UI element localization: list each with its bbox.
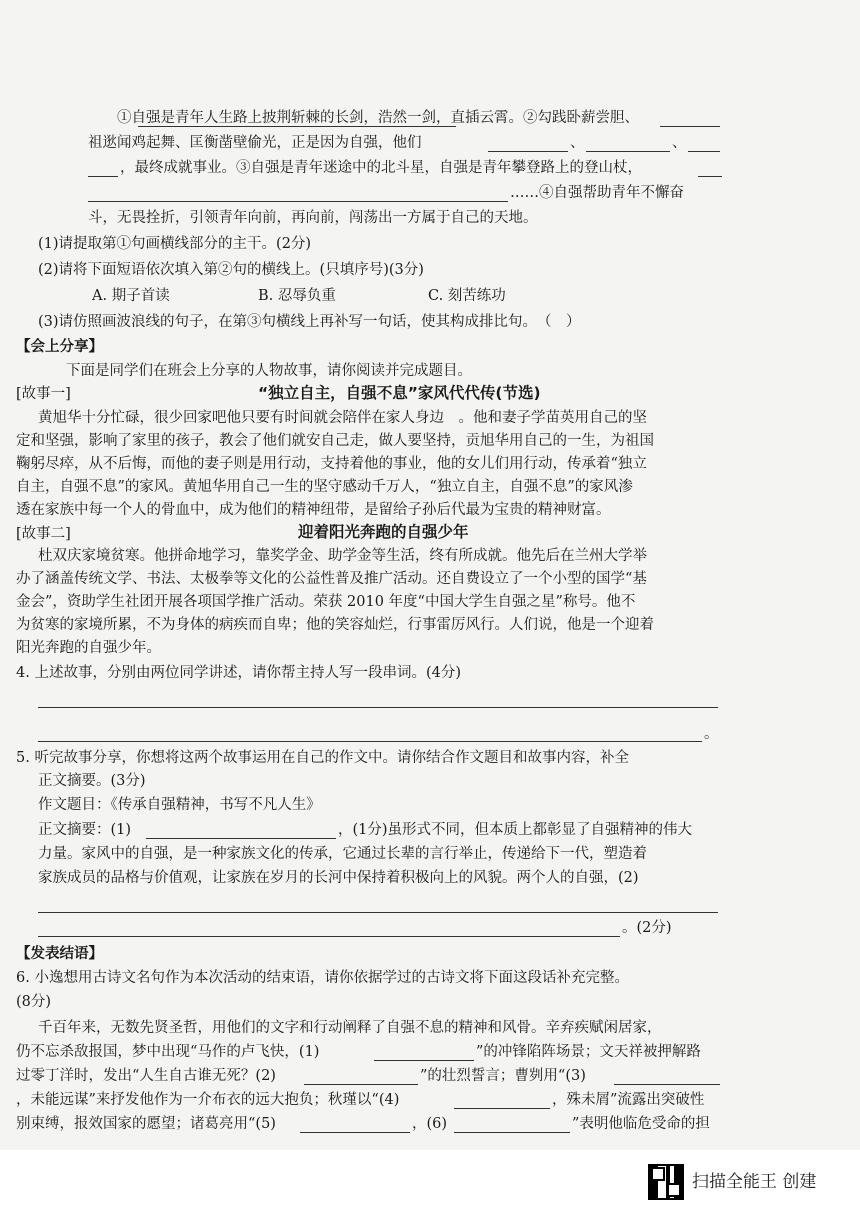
passage6-line-5: 别束缚，报效国家的愿望；诸葛亮用“(5) [16,1116,276,1132]
passage-line-1: ①自强是青年人生路上披荆斩棘的长剑，浩然一剑，直插云霄。②勾践卧薪尝胆、 [117,110,639,126]
story-1-line-3: 鞠躬尽瘁，从不后悔，而他的妻子则是用行动，支持着他的事业，他的女儿们用行动，传承着“独立 [16,456,647,472]
question-5-2: 正文摘要。(3分) [38,773,146,789]
story-1-line-5: 透在家族中每一个人的骨血中，成为他们的精神纽带，是留给子孙后代最为宝贵的精神财富。 [16,502,611,518]
passage-line-2: 祖逖闻鸡起舞、匡衡凿壁偷光，正是因为自强，他们 [88,135,422,151]
blank-line[interactable] [698,176,722,177]
passage-line-4: ……④自强帮助青年不懈奋 [510,185,684,201]
passage6-line-4b: ，殊未屑”流露出突破性 [552,1092,705,1108]
section-closing-heading: 【发表结语】 [16,946,103,962]
passage6-line-3b: ”的壮烈誓言；曹刿用“(3) [420,1068,586,1084]
question-4: 4. 上述故事，分别由两位同学讲述，请你帮主持人写一段串词。(4分) [16,665,461,681]
passage-line-2-sep: 、 [570,135,585,151]
blank-line[interactable] [488,151,568,152]
blank-line[interactable] [300,1132,410,1133]
q4-end-mark: 。 [704,726,719,742]
passage-line-2-sep: 、 [672,135,687,151]
essay-summary-1b: ，(1分)虽形式不同，但本质上都彰显了自强精神的伟大 [338,822,693,838]
passage6-line-2b: ”的冲锋陷阵场景；文天祥被押解路 [476,1044,701,1060]
story-1-line-2: 定和坚强，影响了家里的孩子，教会了他们就安自己走，做人要坚持，贡旭华用自己的一生，为祖国 [16,433,654,449]
passage6-line-1: 千百年来，无数先贤圣哲，用他们的文字和行动阐释了自强不息的精神和风骨。辛弃疾赋闲居家， [38,1020,662,1036]
passage6-line-5b: ，(6) [412,1116,448,1132]
story-1-label: [故事一] [16,386,71,402]
answer-line-q4-2[interactable] [38,741,702,742]
story-2-label: [故事二] [16,526,71,542]
passage6-line-3: 过零丁洋时，发出“人生自古谁无死？(2) [16,1068,276,1084]
story-2-line-1: 杜双庆家境贫寒。他拼命地学习，靠奖学金、助学金等生活，终有所成就。他先后在兰州大学举 [38,548,647,564]
option-c: C. 刻苦练功 [428,288,506,304]
question-6-1: 6. 小逸想用古诗文名句作为本次活动的结束语，请你依据学过的古诗文将下面这段话补充完整。 [16,970,629,986]
blank-line[interactable] [146,838,336,839]
blank-line[interactable] [586,151,670,152]
option-a: A. 期子首读 [92,288,170,304]
blank-line[interactable] [614,1084,720,1085]
passage-line-3: ，最终成就事业。③自强是青年迷途中的北斗星，自强是青年攀登路上的登山杖， [120,160,642,176]
question-6-2: (8分) [16,994,52,1010]
qr-code-icon [648,1164,684,1200]
blank-line [660,126,720,127]
story-1-title: “独立自主，自强不息”家风代代传(节选) [258,384,541,402]
blank-line[interactable] [374,1060,474,1061]
passage6-line-5c: ”表明他临危受命的担 [572,1116,710,1132]
answer-line-q5-1[interactable] [38,912,718,913]
essay-summary-2: 力量。家风中的自强，是一种家族文化的传承，它通过长辈的言行举止，传递给下一代，塑造着 [38,846,647,862]
answer-line-q5-2[interactable] [38,936,620,937]
question-1-3: (3)请仿照画波浪线的句子，在第③句横线上再补写一句话，使其构成排比句。 （ ） [38,314,581,330]
share-intro: 下面是同学们在班会上分享的人物故事，请你阅读并完成题目。 [66,363,472,379]
story-2-line-4: 为贫寒的家境所累，不为身体的病疾而自卑；他的笑容灿烂，行事雷厉风行。人们说，他是一个迎着 [16,617,654,633]
passage6-line-4: ，未能远谋”来抒发他作为一介布衣的远大抱负；秋瑾以“(4) [16,1092,400,1108]
story-2-title: 迎着阳光奔跑的自强少年 [298,523,469,541]
section-share-heading: 【会上分享】 [16,339,103,355]
passage-line-5: 斗，无畏拴折，引领青年向前，再向前，闯荡出一方属于自己的天地。 [88,210,538,226]
option-b: B. 忍辱负重 [258,288,336,304]
answer-line-q4-1[interactable] [38,707,718,708]
question-1-1: (1)请提取第①句画横线部分的主干。(2分) [38,236,312,252]
blank-line[interactable] [688,151,720,152]
blank-line[interactable] [304,1084,418,1085]
story-1-line-4: 自主，自强不息”的家风。黄旭华用自己一生的坚守感动千万人，“独立自主，自强不息”的家风渗 [16,479,633,495]
story-1-line-1: 黄旭华十分忙碌，很少回家吧他只要有时间就会陪伴在家人身边 。他和妻子学苗英用自己的坚 [38,410,647,426]
question-5-1: 5. 听完故事分享，你想将这两个故事运用在自己的作文中。请你结合作文题目和故事内容，补全 [16,750,629,766]
story-2-line-5: 阳光奔跑的自强少年。 [16,640,161,656]
blank-line[interactable] [88,176,118,177]
blank-line[interactable] [88,201,508,202]
story-2-line-3: 金会”，资助学生社团开展各项国学推广活动。荣获 2010 年度“中国大学生自强之星”称号。他不 [16,594,636,610]
underline-sentence-1 [138,126,456,127]
essay-summary-1: 正文摘要：(1) [38,822,132,838]
scanner-brand: 扫描全能王 创建 [692,1172,817,1192]
story-2-line-2: 办了涵盖传统文学、书法、太极拳等文化的公益性普及推广活动。还自费设立了一个小型的国学“基 [16,571,647,587]
q5-score: 。(2分) [622,920,672,936]
essay-summary-3: 家族成员的品格与价值观，让家族在岁月的长河中保持着积极向上的风貌。两个人的自强，(2) [38,870,639,886]
essay-title: 作文题目：《传承自强精神，书写不凡人生》 [38,797,321,813]
passage6-line-2: 仍不忘杀敌报国，梦中出现“马作的卢飞快，(1) [16,1044,320,1060]
question-1-2: (2)请将下面短语依次填入第②句的横线上。(只填序号)(3分) [38,262,424,278]
blank-line[interactable] [454,1132,570,1133]
blank-line[interactable] [454,1108,550,1109]
